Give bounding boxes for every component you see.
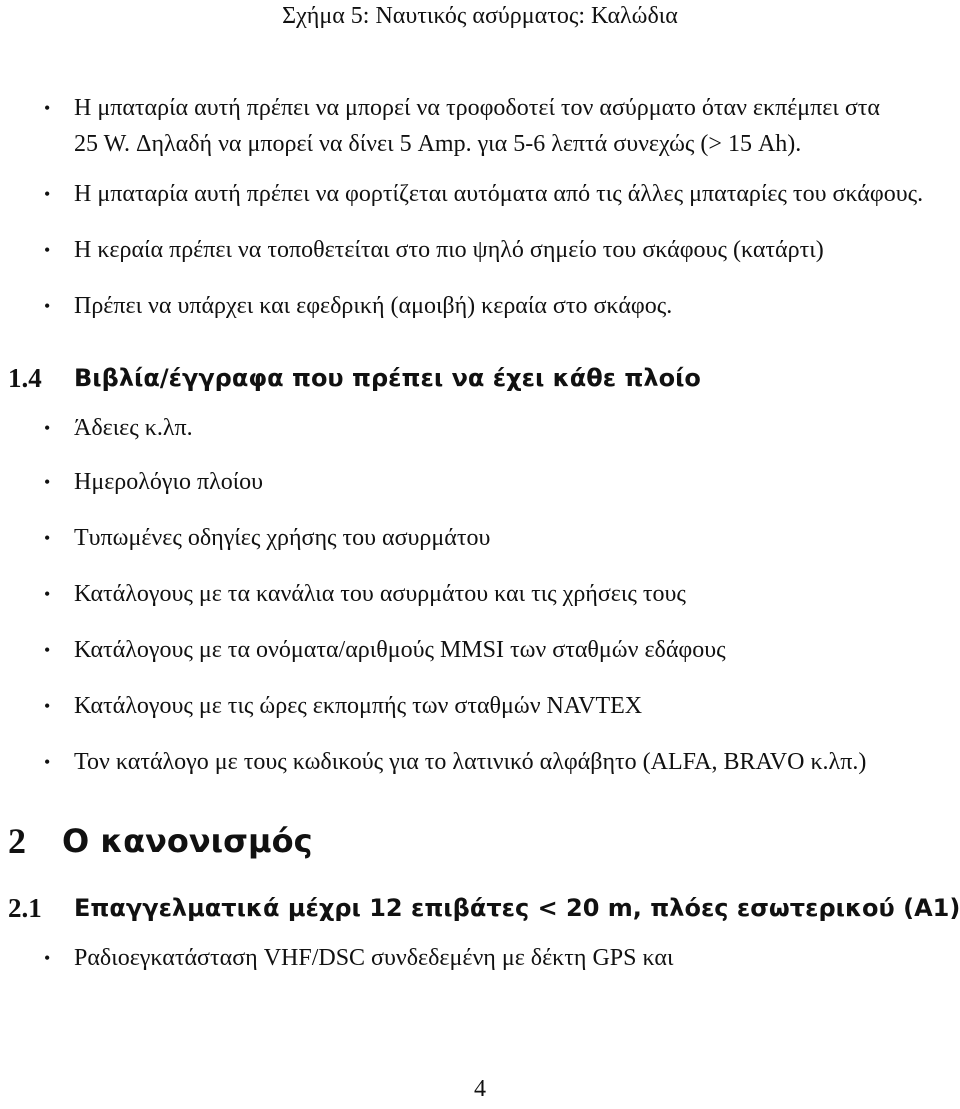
page-number: 4 <box>474 1076 486 1102</box>
list-item <box>74 176 940 212</box>
section-number: 1.4 <box>8 363 42 393</box>
list-item-text: Η κεραία πρέπει να τοποθετείται στο πιο ψηλό σημείο του σκάφους (κατάρτι) <box>74 237 824 263</box>
list-item-text: Τον κατάλογο με τους κωδικούς για το λατινικό αλφάβητο (ALFA, BRAVO κ.λπ.) <box>74 749 867 775</box>
list-item <box>74 632 940 668</box>
list-item <box>74 232 940 268</box>
list-item-text: Κατάλογους με τα ονόματα/αριθμούς MMSI των σταθμών εδάφους <box>74 637 726 663</box>
list-item-text: Τυπωμένες οδηγίες χρήσης του ασυρμάτου <box>74 525 491 551</box>
list-item <box>74 410 940 446</box>
list-item <box>74 288 940 324</box>
list-item-text: Ημερολόγιο πλοίου <box>74 469 264 495</box>
list-item-text: Ραδιοεγκατάσταση VHF/DSC συνδεδεμένη με δέκτη GPS και <box>74 945 674 971</box>
figure-caption: Σχήμα 5: Ναυτικός ασύρματος: Καλώδια <box>282 3 678 29</box>
list-item-text: Κατάλογους με τις ώρες εκπομπής των σταθμών NAVTEX <box>74 693 643 719</box>
section-title: Επαγγελματικά μέχρι 12 επιβάτες < 20 m, πλόες εσωτερικού (A1) <box>74 894 960 922</box>
chapter-title: Ο κανονισμός <box>62 822 313 860</box>
chapter-number: 2 <box>8 821 26 861</box>
list-item-text: Άδειες κ.λπ. <box>74 415 193 441</box>
list-item <box>74 576 940 612</box>
list-item <box>74 688 940 724</box>
list-item-text: Η μπαταρία αυτή πρέπει να μπορεί να τροφοδοτεί τον ασύρματο όταν εκπέμπει στα <box>74 95 880 121</box>
list-item <box>74 464 940 500</box>
list-item-text-continued: 25 W. Δηλαδή να μπορεί να δίνει 5 Amp. για 5-6 λεπτά συνεχώς (> 15 Ah). <box>74 131 802 157</box>
section-number: 2.1 <box>8 893 42 923</box>
section-title: Βιβλία/έγγραφα που πρέπει να έχει κάθε πλοίο <box>74 364 701 392</box>
list-item-text: Πρέπει να υπάρχει και εφεδρική (αμοιβή) κεραία στο σκάφος. <box>74 293 673 319</box>
list-item <box>74 744 940 780</box>
list-item <box>74 940 940 976</box>
list-item-text: Η μπαταρία αυτή πρέπει να φορτίζεται αυτόματα από τις άλλες μπαταρίες του σκάφους. <box>74 181 924 207</box>
list-item <box>74 520 940 556</box>
list-item <box>74 90 940 162</box>
list-item-text: Κατάλογους με τα κανάλια του ασυρμάτου και τις χρήσεις τους <box>74 581 686 607</box>
